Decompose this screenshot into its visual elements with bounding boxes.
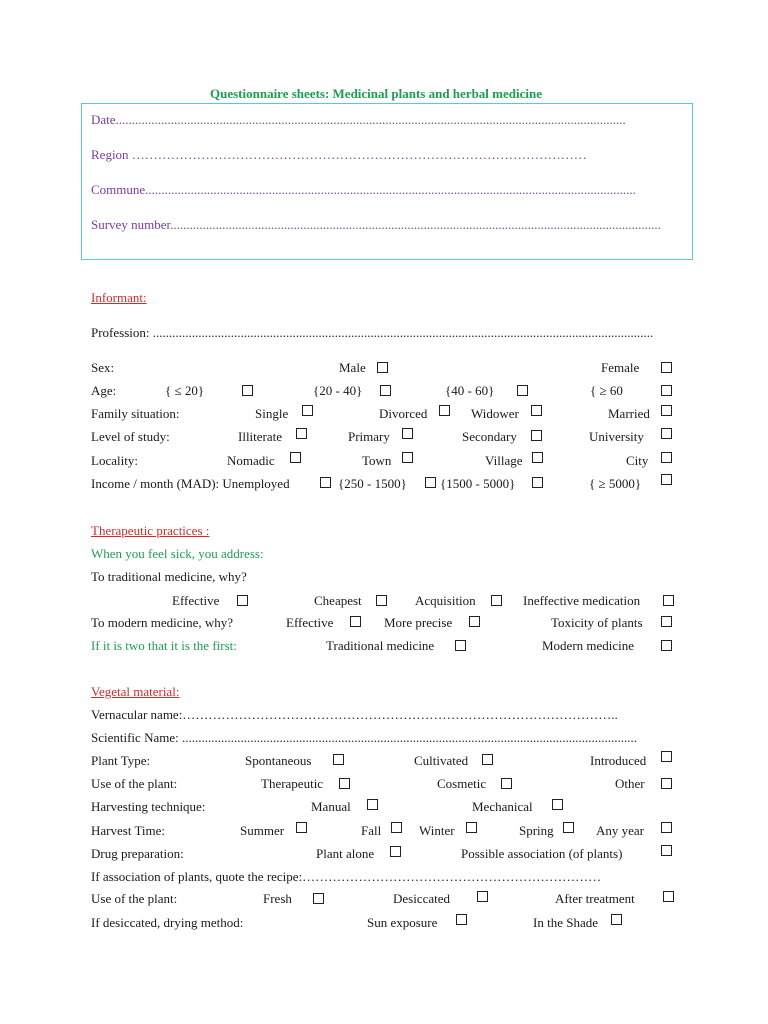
age-opt2-checkbox[interactable] <box>380 385 391 396</box>
region-field[interactable]: Region …………………………………………………………………………………………… <box>91 147 587 162</box>
spontaneous-checkbox[interactable] <box>333 754 344 765</box>
first-modern-checkbox[interactable] <box>661 640 672 651</box>
fresh-label: Fresh <box>263 891 292 906</box>
plant-alone-label: Plant alone <box>316 846 375 861</box>
profession-field[interactable]: Profession: .......................................................................................................................................................... <box>91 325 654 340</box>
any-year-label: Any year <box>596 823 645 838</box>
income-opt2-label: {250 - 1500} <box>338 476 407 491</box>
desiccated-checkbox[interactable] <box>477 891 488 902</box>
city-label: City <box>626 453 649 468</box>
plant-type-label: Plant Type: <box>91 753 151 768</box>
recipe-field[interactable]: If association of plants, quote the recipe:…………………………………………………………… <box>91 869 602 884</box>
therapeutic-checkbox[interactable] <box>339 778 350 789</box>
modern-precise-label: More precise <box>384 615 453 630</box>
page-title: Questionnaire sheets: Medicinal plants and herbal medicine <box>210 86 542 101</box>
modern-toxicity-label: Toxicity of plants <box>551 615 643 630</box>
fall-checkbox[interactable] <box>391 822 402 833</box>
shade-checkbox[interactable] <box>611 914 622 925</box>
income-opt3-checkbox[interactable] <box>532 477 543 488</box>
modern-precise-checkbox[interactable] <box>469 616 480 627</box>
age-opt4-checkbox[interactable] <box>661 385 672 396</box>
modern-toxicity-checkbox[interactable] <box>661 616 672 627</box>
cosmetic-label: Cosmetic <box>437 776 487 791</box>
vernacular-field[interactable]: Vernacular name:……………………………………………………………………………………….. <box>91 707 618 722</box>
income-opt4-checkbox[interactable] <box>661 474 672 485</box>
introduced-label: Introduced <box>590 753 647 768</box>
income-opt3-label: {1500 - 5000} <box>440 476 516 491</box>
city-checkbox[interactable] <box>661 452 672 463</box>
age-opt3-label: {40 - 60} <box>445 383 495 398</box>
modern-question: To modern medicine, why? <box>91 615 234 630</box>
age-opt2-label: {20 - 40} <box>313 383 363 398</box>
address-question: When you feel sick, you address: <box>91 546 264 561</box>
married-checkbox[interactable] <box>661 405 672 416</box>
trad-effective-checkbox[interactable] <box>237 595 248 606</box>
cultivated-label: Cultivated <box>414 753 469 768</box>
secondary-label: Secondary <box>462 429 517 444</box>
family-label: Family situation: <box>91 406 180 421</box>
cosmetic-checkbox[interactable] <box>501 778 512 789</box>
male-checkbox[interactable] <box>377 362 388 373</box>
trad-acquisition-checkbox[interactable] <box>491 595 502 606</box>
winter-label: Winter <box>419 823 455 838</box>
nomadic-checkbox[interactable] <box>290 452 301 463</box>
town-label: Town <box>362 453 392 468</box>
trad-acquisition-label: Acquisition <box>415 593 476 608</box>
therapeutic-heading: Therapeutic practices : <box>91 523 210 538</box>
fall-label: Fall <box>361 823 382 838</box>
married-label: Married <box>608 406 650 421</box>
primary-checkbox[interactable] <box>402 428 413 439</box>
trad-effective-label: Effective <box>172 593 220 608</box>
secondary-checkbox[interactable] <box>531 430 542 441</box>
association-label: Possible association (of plants) <box>461 846 623 861</box>
single-label: Single <box>255 406 289 421</box>
female-label: Female <box>601 360 640 375</box>
introduced-checkbox[interactable] <box>661 751 672 762</box>
income-opt2-checkbox[interactable] <box>425 477 436 488</box>
trad-ineffective-label: Ineffective medication <box>523 593 641 608</box>
modern-effective-checkbox[interactable] <box>350 616 361 627</box>
traditional-question: To traditional medicine, why? <box>91 569 247 584</box>
village-label: Village <box>485 453 523 468</box>
sun-exposure-checkbox[interactable] <box>456 914 467 925</box>
university-label: University <box>589 429 644 444</box>
survey-number-field[interactable]: Survey number....................................................................................................................................................... <box>91 217 661 232</box>
scientific-field[interactable]: Scientific Name: ............................................................................................................................................ <box>91 730 637 745</box>
widower-label: Widower <box>471 406 519 421</box>
modern-effective-label: Effective <box>286 615 334 630</box>
drug-prep-label: Drug preparation: <box>91 846 184 861</box>
trad-ineffective-checkbox[interactable] <box>663 595 674 606</box>
summer-checkbox[interactable] <box>296 822 307 833</box>
study-label: Level of study: <box>91 429 170 444</box>
manual-checkbox[interactable] <box>367 799 378 810</box>
after-treatment-checkbox[interactable] <box>663 891 674 902</box>
single-checkbox[interactable] <box>302 405 313 416</box>
commune-field[interactable]: Commune....................................................................................................................................................... <box>91 182 636 197</box>
plant-alone-checkbox[interactable] <box>390 846 401 857</box>
age-opt1-label: { ≤ 20} <box>165 383 205 398</box>
spring-label: Spring <box>519 823 554 838</box>
primary-label: Primary <box>348 429 390 444</box>
age-label: Age: <box>91 383 117 398</box>
sex-label: Sex: <box>91 360 115 375</box>
desiccated-label: Desiccated <box>393 891 451 906</box>
association-checkbox[interactable] <box>661 845 672 856</box>
widower-checkbox[interactable] <box>531 405 542 416</box>
date-field[interactable]: Date............................................................................................................................................................. <box>91 112 626 127</box>
age-opt4-label: { ≥ 60 <box>590 383 623 398</box>
divorced-checkbox[interactable] <box>439 405 450 416</box>
spring-checkbox[interactable] <box>563 822 574 833</box>
vegetal-heading: Vegetal material: <box>91 684 180 699</box>
village-checkbox[interactable] <box>532 452 543 463</box>
locality-label: Locality: <box>91 453 138 468</box>
harvest-time-label: Harvest Time: <box>91 823 166 838</box>
university-checkbox[interactable] <box>661 428 672 439</box>
informant-heading: Informant: <box>91 290 147 305</box>
sun-exposure-label: Sun exposure <box>367 915 438 930</box>
age-opt3-checkbox[interactable] <box>517 385 528 396</box>
trad-cheapest-checkbox[interactable] <box>376 595 387 606</box>
illiterate-checkbox[interactable] <box>296 428 307 439</box>
use1-label: Use of the plant: <box>91 776 178 791</box>
male-label: Male <box>339 360 366 375</box>
female-checkbox[interactable] <box>661 362 672 373</box>
divorced-label: Divorced <box>379 406 428 421</box>
therapeutic-label: Therapeutic <box>261 776 324 791</box>
unemployed-checkbox[interactable] <box>320 477 331 488</box>
first-traditional-checkbox[interactable] <box>455 640 466 651</box>
nomadic-label: Nomadic <box>227 453 275 468</box>
income-label: Income / month (MAD): Unemployed <box>91 476 290 491</box>
drying-label: If desiccated, drying method: <box>91 915 244 930</box>
harvest-tech-label: Harvesting technique: <box>91 799 206 814</box>
first-modern-label: Modern medicine <box>542 638 635 653</box>
cultivated-checkbox[interactable] <box>482 754 493 765</box>
trad-cheapest-label: Cheapest <box>314 593 362 608</box>
shade-label: In the Shade <box>533 915 598 930</box>
any-year-checkbox[interactable] <box>661 822 672 833</box>
town-checkbox[interactable] <box>402 452 413 463</box>
income-opt4-label: { ≥ 5000} <box>589 476 642 491</box>
first-question: If it is two that it is the first: <box>91 638 237 653</box>
spontaneous-label: Spontaneous <box>245 753 312 768</box>
fresh-checkbox[interactable] <box>313 893 324 904</box>
use2-label: Use of the plant: <box>91 891 178 906</box>
winter-checkbox[interactable] <box>466 822 477 833</box>
age-opt1-checkbox[interactable] <box>242 385 253 396</box>
other-label: Other <box>615 776 645 791</box>
illiterate-label: Illiterate <box>238 429 283 444</box>
first-traditional-label: Traditional medicine <box>326 638 435 653</box>
mechanical-checkbox[interactable] <box>552 799 563 810</box>
mechanical-label: Mechanical <box>472 799 533 814</box>
summer-label: Summer <box>240 823 285 838</box>
other-checkbox[interactable] <box>661 778 672 789</box>
manual-label: Manual <box>311 799 351 814</box>
after-treatment-label: After treatment <box>555 891 635 906</box>
